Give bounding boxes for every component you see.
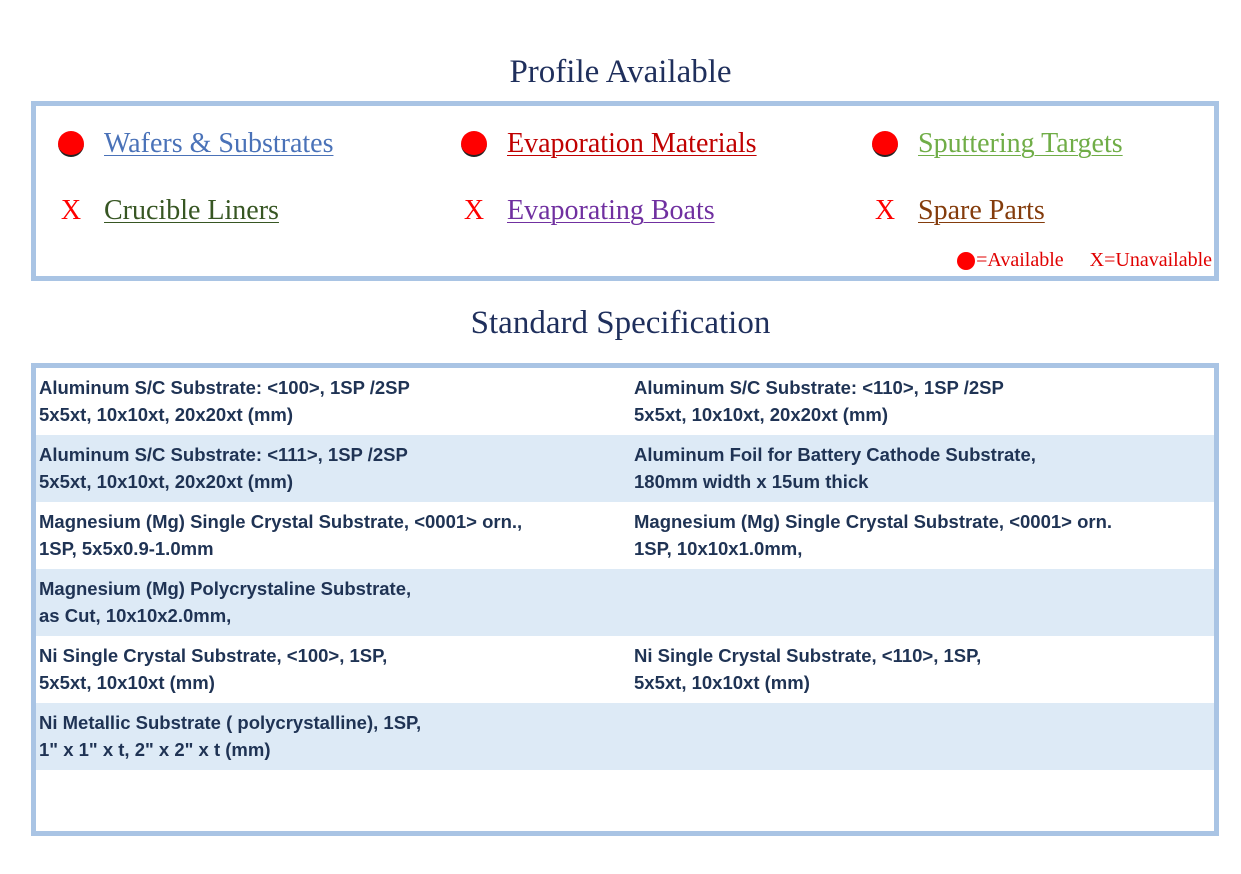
spec-cell: Aluminum Foil for Battery Cathode Substrate, 180mm width x 15um thick bbox=[634, 444, 1036, 492]
spec-row bbox=[36, 435, 1214, 502]
spec-row bbox=[36, 502, 1214, 569]
profile-title: Profile Available bbox=[509, 54, 732, 90]
spec-row bbox=[36, 368, 1214, 435]
spec-cell: Ni Metallic Substrate ( polycrystalline), 1SP, 1" x 1" x t, 2" x 2" x t (mm) bbox=[39, 712, 422, 760]
profile-link-crucible-liners[interactable]: Crucible Liners bbox=[104, 195, 279, 226]
spec-row bbox=[36, 703, 1214, 770]
spec-cell: Magnesium (Mg) Polycrystaline Substrate, as Cut, 10x10x2.0mm, bbox=[39, 578, 412, 626]
profile-link-evaporating-boats[interactable]: Evaporating Boats bbox=[507, 195, 715, 226]
unavailable-x-icon: X bbox=[60, 195, 82, 226]
spec-cell: Magnesium (Mg) Single Crystal Substrate, <0001> orn. 1SP, 10x10x1.0mm, bbox=[634, 511, 1113, 559]
spec-cell: Aluminum S/C Substrate: <110>, 1SP /2SP 5x5xt, 10x10xt, 20x20xt (mm) bbox=[634, 377, 1004, 425]
availability-legend bbox=[957, 249, 1212, 272]
legend-unavailable: X=Unavailable bbox=[1089, 249, 1212, 271]
legend-dot-icon bbox=[957, 252, 975, 270]
legend-available: =Available bbox=[976, 249, 1064, 271]
unavailable-x-icon: X bbox=[874, 195, 896, 226]
spec-cell: Ni Single Crystal Substrate, <100>, 1SP, 5x5xt, 10x10xt (mm) bbox=[39, 645, 388, 693]
unavailable-x-icon: X bbox=[463, 195, 485, 226]
available-dot-icon bbox=[54, 124, 88, 164]
profile-link-wafers-substrates[interactable]: Wafers & Substrates bbox=[104, 128, 334, 159]
spec-row bbox=[36, 569, 1214, 636]
spec-cell: Ni Single Crystal Substrate, <110>, 1SP, 5x5xt, 10x10xt (mm) bbox=[634, 645, 982, 693]
profile-link-spare-parts[interactable]: Spare Parts bbox=[918, 195, 1045, 226]
spec-cell: Aluminum S/C Substrate: <111>, 1SP /2SP 5x5xt, 10x10xt, 20x20xt (mm) bbox=[39, 444, 408, 492]
spec-cell: Aluminum S/C Substrate: <100>, 1SP /2SP 5x5xt, 10x10xt, 20x20xt (mm) bbox=[39, 377, 410, 425]
profile-link-evaporation-materials[interactable]: Evaporation Materials bbox=[507, 128, 757, 159]
spec-title: Standard Specification bbox=[470, 305, 771, 341]
available-dot-icon bbox=[457, 124, 491, 164]
available-dot-icon bbox=[868, 124, 902, 164]
spec-panel bbox=[31, 363, 1219, 836]
profile-panel bbox=[31, 101, 1219, 281]
spec-cell: Magnesium (Mg) Single Crystal Substrate, <0001> orn., 1SP, 5x5x0.9-1.0mm bbox=[39, 511, 523, 559]
profile-link-sputtering-targets[interactable]: Sputtering Targets bbox=[918, 128, 1123, 159]
spec-row bbox=[36, 636, 1214, 703]
